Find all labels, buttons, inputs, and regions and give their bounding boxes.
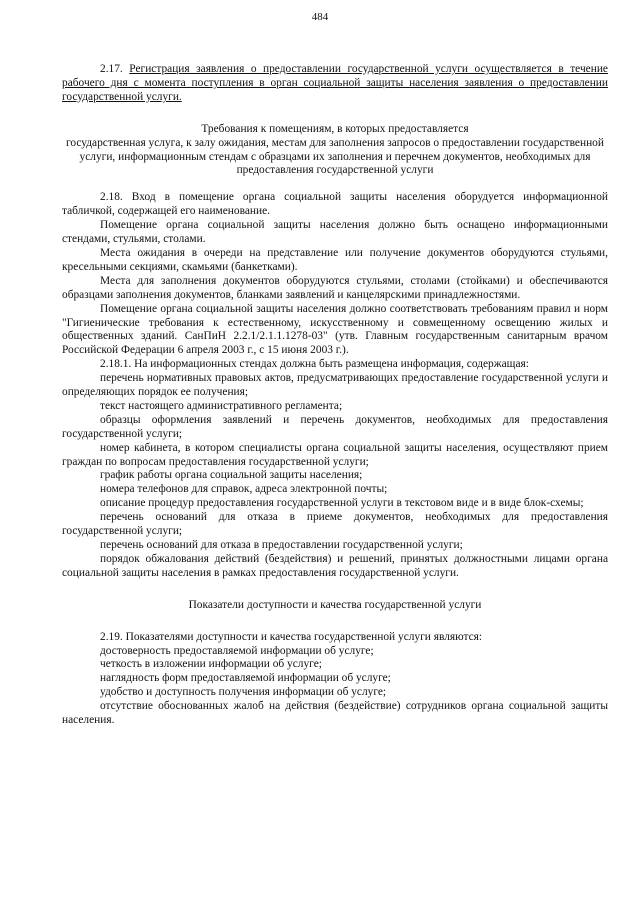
paragraph-2-17-text: Регистрация заявления о предоставлении государственной услуги осуществляется в течение рабочего дня с момента поступления в орган социальной защиты населения заявления о предоставлении государственной услуги. (62, 63, 608, 103)
list-item: четкость в изложении информации об услуге; (100, 658, 322, 671)
section-2-19 (62, 631, 608, 728)
paragraph-2-17-number: 2.17. (100, 63, 123, 75)
list-item: порядок обжалования действий (бездействия) и решений, принятых должностными лицами органа социальной защиты населения в рамках предоставления государственной услуги. (62, 552, 608, 579)
list-item: график работы органа социальной защиты населения; (100, 469, 363, 482)
list-item: номер кабинета, в котором специалисты органа социальной защиты населения, осуществляют прием граждан по вопросам предоставления государственной услуги; (62, 441, 608, 468)
list-item: текст настоящего административного регламента; (100, 399, 343, 412)
list-item: отсутствие обоснованных жалоб на действия (бездействие) сотрудников органа социальной защиты населения. (62, 700, 608, 727)
list-item: перечень оснований для отказа в предоставлении государственной услуги; (100, 539, 463, 551)
paragraph: Места для заполнения документов оборудуются стульями, столами (стойками) и обеспечиваются образцами заполнения документов, бланками заявлений и канцелярскими принадлежностями. (62, 274, 608, 301)
heading-indicators: Показатели доступности и качества государственной услуги (188, 598, 482, 611)
heading-requirements-line2: государственная услуга, к залу ожидания, местам для заполнения запросов о предоставлении государственной услуги, информационным стендам с образцами их заполнения и перечнем документов, необходимых для предоставления государственной услуги (66, 136, 604, 177)
section-2-18 (62, 191, 608, 580)
heading-requirements-line1: Требования к помещениям, в которых предоставляется (201, 122, 469, 135)
paragraph: Помещение органа социальной защиты населения должно быть оснащено информационными стендами, стульями, столами. (62, 219, 608, 246)
list-item: перечень оснований для отказа в приеме документов, необходимых для предоставления государственной услуги; (62, 511, 608, 538)
paragraph-2-17 (62, 63, 608, 105)
paragraph: 2.19. Показателями доступности и качества государственной услуги являются: (100, 630, 483, 643)
list-item: наглядность форм предоставляемой информации об услуге; (100, 672, 391, 685)
paragraph: Места ожидания в очереди на представление или получение документов оборудуются стульями, кресельными секциями, скамьями (банкетками). (62, 246, 608, 273)
page-number: 484 (311, 11, 329, 23)
list-item: достоверность предоставляемой информации об услуге; (100, 644, 374, 657)
list-item: образцы оформления заявлений и перечень документов, необходимых для предоставления государственной услуги; (62, 413, 608, 440)
paragraph: Помещение органа социальной защиты населения должно соответствовать требованиям правил и норм "Гигиенические требования к естественному, искусственному и совмещенному освещению жилых и общественных зданий. СанПиН 2.2.1/2.1.1.1278-03" (утв. Главным государственным санитарным врачом Российской Федерации 6 апреля 2003 г., с 15 июня 2003 г.). (62, 302, 608, 357)
document-body (62, 63, 608, 728)
list-item: удобство и доступность получения информации об услуге; (100, 686, 387, 699)
list-item: описание процедур предоставления государственной услуги в текстовом виде и в виде блок-схемы; (100, 497, 584, 510)
paragraph: 2.18. Вход в помещение органа социальной защиты населения оборудуется информационной табличкой, содержащей его наименование. (62, 191, 608, 218)
list-item: перечень нормативных правовых актов, предусматривающих предоставление государственной услуги и определяющих порядок ее получения; (62, 372, 608, 399)
list-item: номера телефонов для справок, адреса электронной почты; (100, 483, 388, 496)
paragraph: 2.18.1. На информационных стендах должна быть размещена информация, содержащая: (100, 358, 529, 371)
